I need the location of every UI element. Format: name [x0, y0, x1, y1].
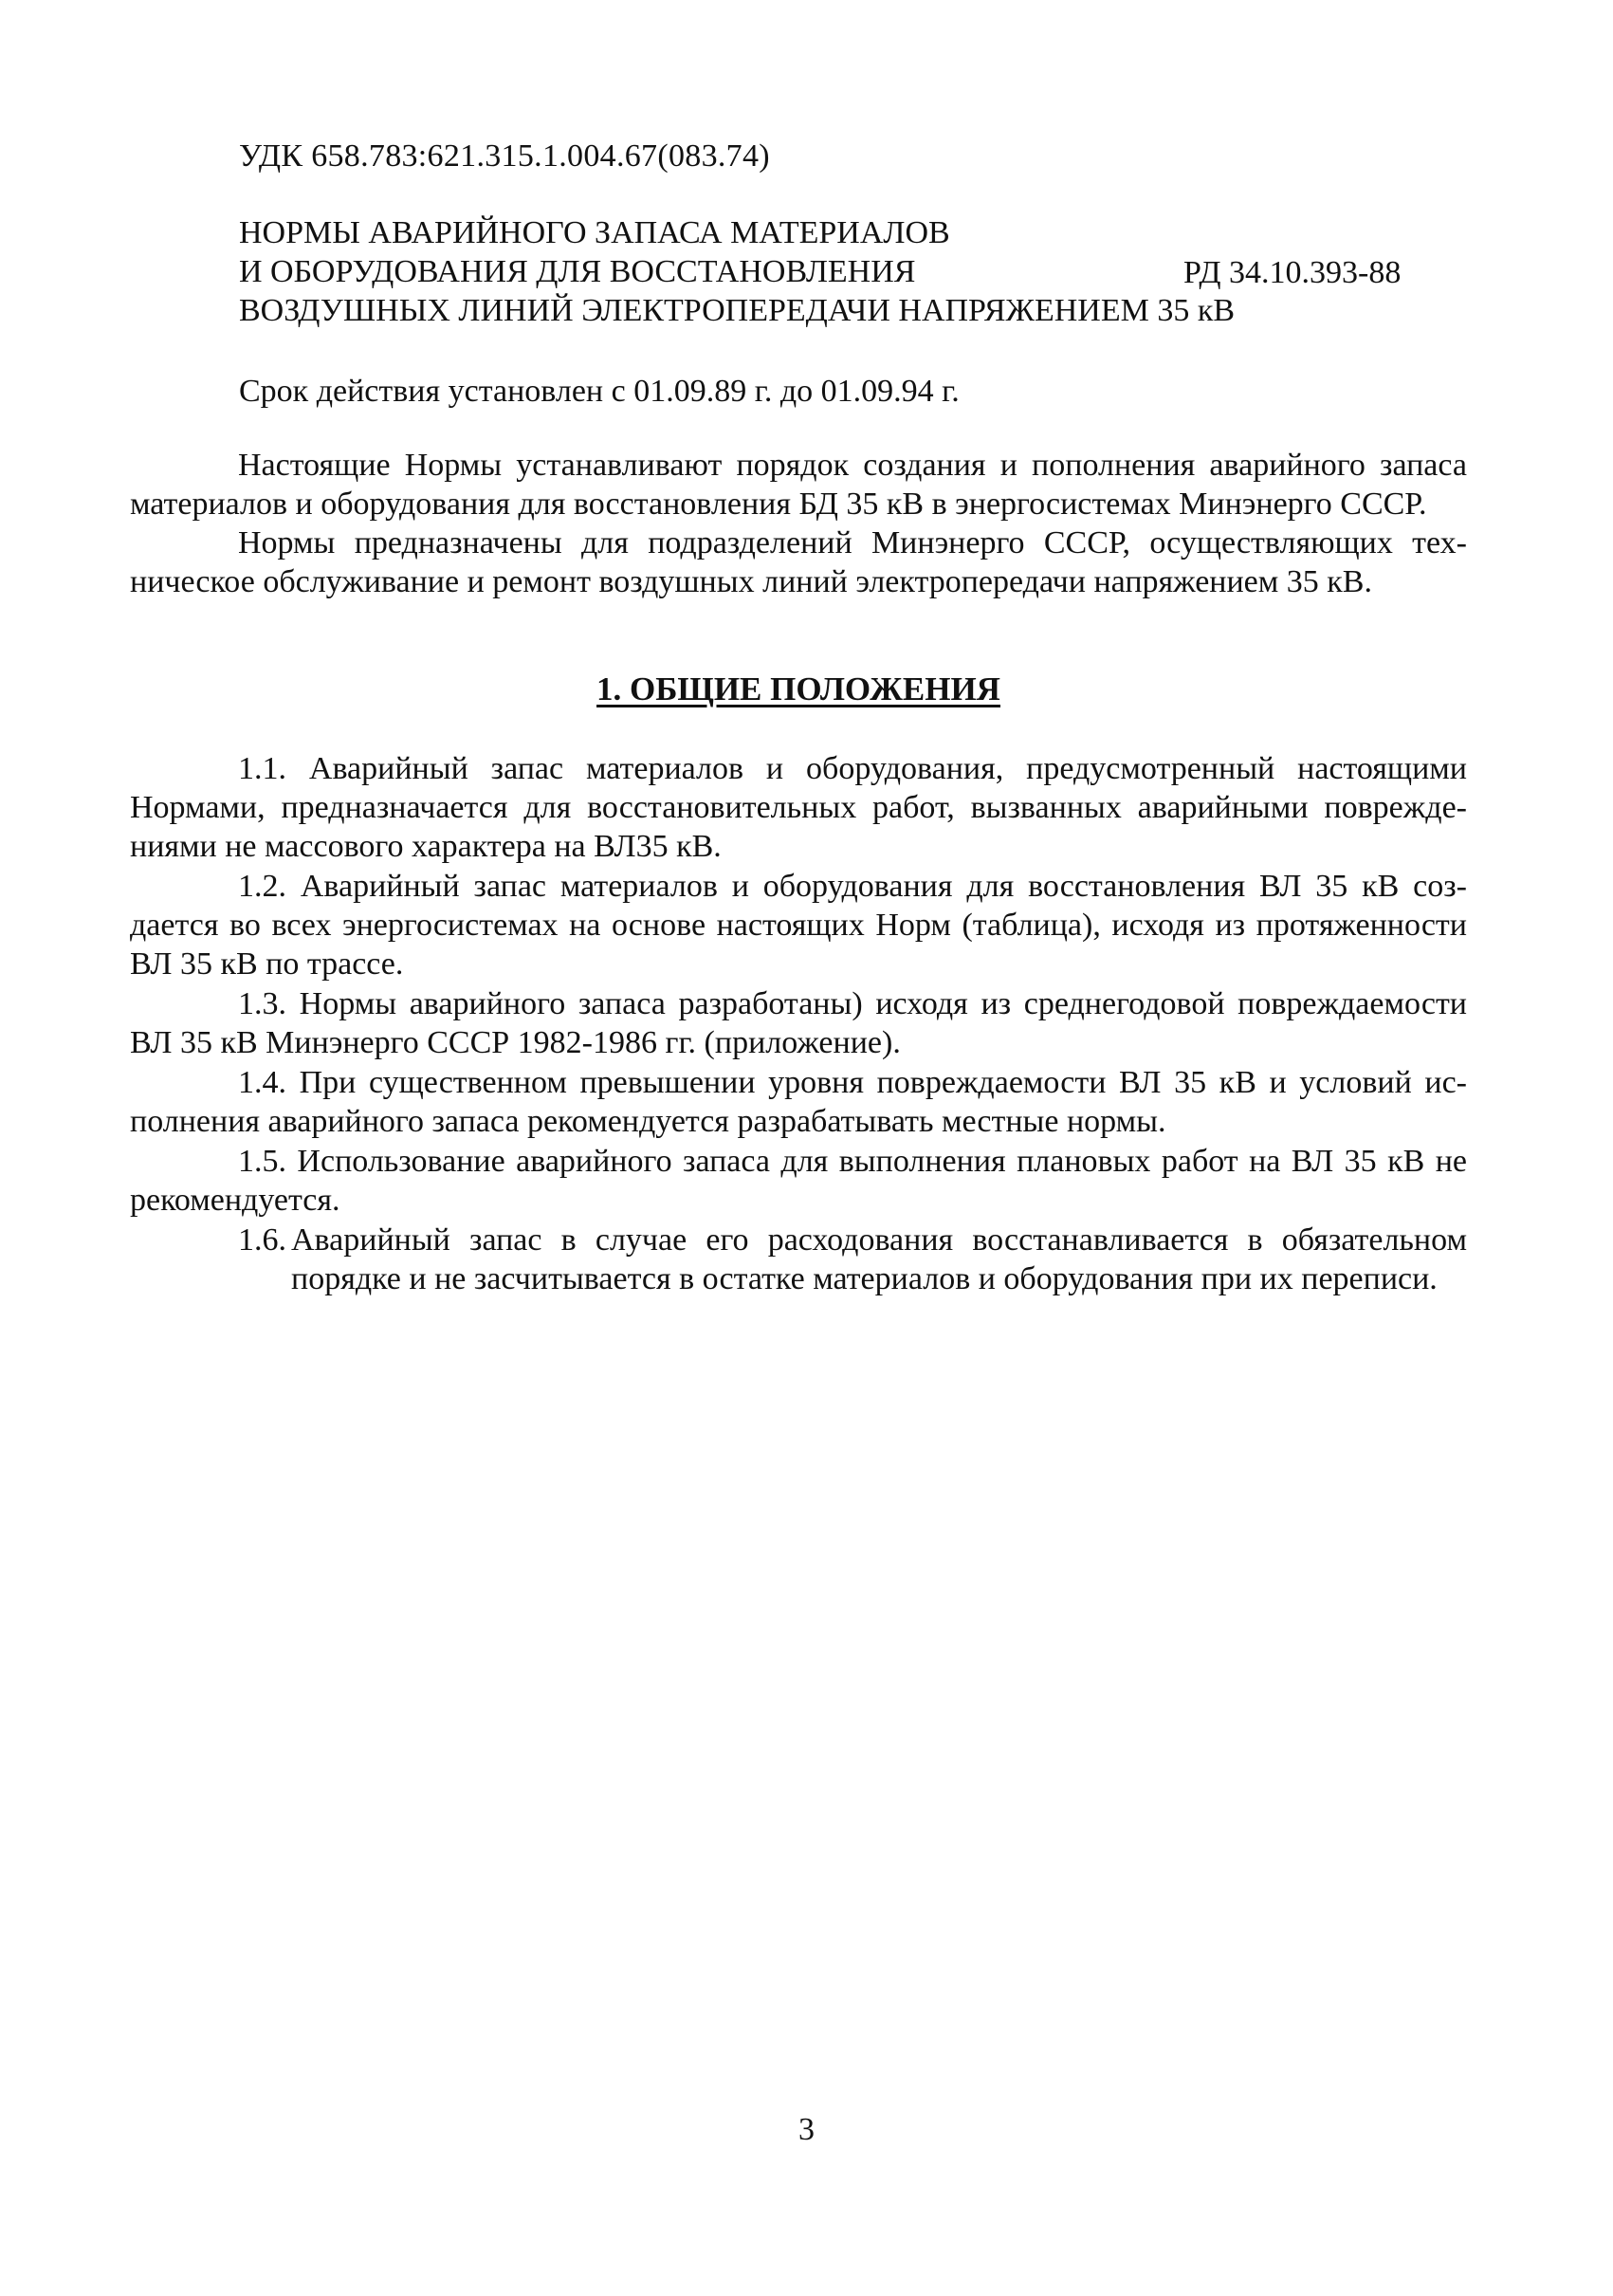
page-number: 3 [798, 2112, 815, 2147]
clause-1-2: 1.2. Аварийный запас материалов и оборудования для восстановления ВЛ 35 кВ создается во всех энергосистемах на основе настоящих Норм (таблица), исходя из протяженности ВЛ 35 кВ по трассе. [130, 869, 1467, 982]
section-heading: 1. ОБЩИЕ ПОЛОЖЕНИЯ [596, 670, 1000, 707]
intro-section [130, 446, 1467, 601]
clause-1-4: 1.4. При существенном превышении уровня повреждаемости ВЛ 35 кВ и условий исполнения аварийного запаса рекомендуется разрабатывать местные нормы. [130, 1065, 1467, 1139]
title-line-2: И ОБОРУДОВАНИЯ ДЛЯ ВОССТАНОВЛЕНИЯ [239, 254, 916, 289]
intro-paragraph: Настоящие Нормы устанавливают порядок создания и пополнения аварийного запаса материалов и оборудования для восстановления БД 35 кВ в энергосистемах Минэнерго СССР. [130, 448, 1467, 522]
clause-1-6 [130, 1221, 1467, 1298]
clause-text: Аварийный запас в случае его расходования восстанавливается в обязательном порядке и не засчитывается в остатке материалов и оборудования при их переписи. [291, 1222, 1467, 1296]
clause-1-5: 1.5. Использование аварийного запаса для выполнения плановых работ на ВЛ 35 кВ не рекомендуется. [130, 1144, 1467, 1218]
clause-1-3: 1.3. Нормы аварийного запаса разработаны) исходя из среднегодовой повреждаемости ВЛ 35 кВ Минэнерго СССР 1982-1986 гг. (приложение). [130, 986, 1467, 1060]
clause-1-1: 1.1. Аварийный запас материалов и оборудования, предусмотренный настоящими Нормами, предназначается для восстановительных работ, вызванных аварийными повреждениями не массового характера на ВЛ35 кВ. [130, 751, 1467, 864]
clause-number: 1.6. [238, 1222, 286, 1258]
clauses-list [130, 749, 1467, 1298]
rd-number: РД 34.10.393-88 [1183, 255, 1402, 290]
validity-period: Срок действия установлен с 01.09.89 г. до 01.09.94 г. [239, 374, 960, 409]
title-line-3: ВОЗДУШНЫХ ЛИНИЙ ЭЛЕКТРОПЕРЕДАЧИ НАПРЯЖЕНИЕМ 35 кВ [239, 293, 1236, 328]
udk-code: УДК 658.783:621.315.1.004.67(083.74) [239, 138, 770, 174]
intro-paragraph: Нормы предназначены для подразделений Минэнерго СССР, осуществляющих техническое обслуживание и ремонт воздушных линий электропередачи напряжением 35 кВ. [130, 525, 1467, 599]
title-line-1: НОРМЫ АВАРИЙНОГО ЗАПАСА МАТЕРИАЛОВ [239, 215, 950, 250]
